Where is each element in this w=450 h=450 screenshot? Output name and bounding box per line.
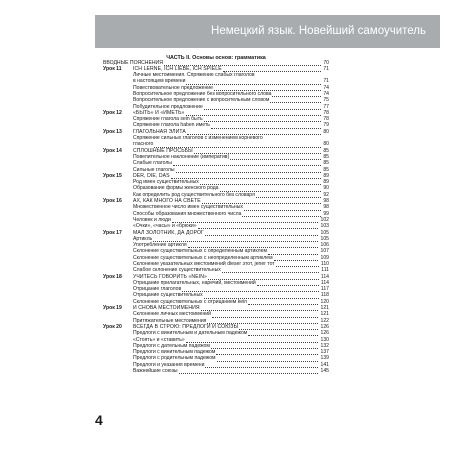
- dot-leader: [179, 373, 318, 374]
- entry-title: Спряжение глагола sein быть: [133, 116, 203, 123]
- entry-page-number: 110: [320, 261, 329, 267]
- entry-page-number: 74: [323, 90, 329, 97]
- entry-page-number: 80: [323, 128, 329, 135]
- entry-page-number: 111: [321, 267, 329, 274]
- page-header: [95, 15, 440, 48]
- part-title: ЧАСТЬ II. Основы основ: грамматика: [166, 55, 266, 61]
- entry-page-number: 89: [323, 172, 329, 179]
- entry-title: Вопросительное предложение с вопросительным словом: [133, 97, 270, 104]
- entry-title: Предлоги с винительным и дательным падежом: [133, 330, 248, 337]
- book-title: Немецкий язык. Новейший самоучитель: [211, 25, 426, 37]
- entry-page-number: 141: [320, 361, 329, 368]
- entry-page-number: 78: [323, 116, 329, 123]
- entry-title: Важнейшие союзы: [133, 368, 178, 375]
- entry-page-number: 89: [323, 179, 329, 186]
- lesson-number: Урок 12: [103, 109, 122, 116]
- lesson-number: Урок 17: [103, 229, 122, 236]
- entry-page-number: 126: [320, 330, 329, 337]
- entry-title: Спряжение глагола haben иметь: [133, 122, 210, 129]
- entry-title: «Очки», «часы» и «брюки»: [133, 223, 197, 230]
- toc-entry-row: [103, 368, 329, 374]
- entry-page-number: 74: [323, 84, 329, 91]
- entry-title: Артикль: [133, 235, 153, 242]
- entry-page-number: 98: [323, 204, 329, 211]
- entry-page-number: 75: [323, 97, 329, 104]
- entry-title: Склонение указательных местоимений dieser этот, jener тот: [133, 261, 275, 267]
- entry-title: «Стоять» и «ставить»: [133, 336, 185, 343]
- entry-title: Предлоги с винительным падежом: [133, 349, 216, 356]
- entry-page-number: 109: [320, 254, 329, 261]
- entry-title: СПЛОШНЫЕ ПРОСЬБЫ: [133, 147, 193, 154]
- entry-title: Слабые глаголы: [133, 160, 172, 167]
- entry-title: Употребление артикля: [133, 242, 187, 249]
- entry-page-number: 139: [320, 355, 329, 362]
- entry-page-number: 126: [320, 323, 329, 330]
- entry-title: МАЛ ЗОЛОТНИК, ДА ДОРОГ: [133, 229, 204, 236]
- entry-page-number: 70: [323, 59, 329, 66]
- entry-title: Отрицание глаголов: [133, 286, 182, 293]
- entry-title: «БЫТЬ» И «ИМЕТЬ»: [133, 109, 185, 116]
- entry-page-number: 121: [320, 305, 329, 312]
- entry-page-number: 80: [323, 141, 329, 148]
- entry-title: УЧИТЕСЬ ГОВОРИТЬ «NEIN»: [133, 273, 207, 280]
- entry-page-number: 102: [320, 216, 329, 223]
- entry-title: ICH LERNE, ICH LIEBE, ICH SPIELE: [133, 65, 222, 72]
- entry-page-number: 132: [320, 342, 329, 349]
- entry-title: Склонение существительных с определенным артиклем: [133, 248, 267, 255]
- entry-title: Человек и люди: [133, 216, 171, 223]
- entry-title: Способы образования множественного числа: [133, 210, 242, 217]
- entry-title: ВСЕГДА В СТРОЮ: ПРЕДЛОГИ И СОЮЗЫ: [133, 323, 239, 330]
- entry-title: в настоящем времени: [133, 78, 186, 85]
- lesson-number: Урок 11: [103, 65, 122, 72]
- entry-title: DER, DIE, DAS: [133, 172, 170, 179]
- lesson-number: Урок 15: [103, 172, 122, 179]
- entry-title: Склонение существительных с отрицанием kein: [133, 298, 248, 305]
- entry-page-number: 106: [320, 242, 329, 249]
- entry-page-number: 90: [323, 185, 329, 192]
- entry-page-number: 77: [323, 103, 329, 110]
- entry-title: Вопросительное предложение без вопросительного слова: [133, 90, 272, 97]
- lesson-number: Урок 19: [103, 305, 122, 312]
- entry-page-number: 85: [323, 160, 329, 167]
- entry-page-number: 107: [320, 248, 329, 255]
- entry-title: Сильные глаголы: [133, 166, 175, 173]
- entry-page-number: 79: [323, 122, 329, 129]
- lesson-number: Урок 20: [103, 323, 122, 330]
- entry-title: Отрицание существительных: [133, 292, 203, 299]
- entry-title: Побудительное предложение: [133, 103, 203, 110]
- entry-page-number: 145: [320, 368, 329, 375]
- entry-page-number: 103: [320, 223, 329, 230]
- entry-page-number: 120: [320, 298, 329, 305]
- entry-title: Повелительное наклонение (императив): [133, 153, 230, 160]
- entry-title: АХ, КАК МНОГО НА СВЕТЕ: [133, 198, 201, 205]
- entry-page-number: 137: [320, 349, 329, 356]
- entry-title: Как определить род существительного без словаря: [133, 191, 255, 198]
- entry-title: И СНОВА МЕСТОИМЕНИЯ: [133, 305, 200, 312]
- page-number: 4: [95, 412, 103, 428]
- entry-title: Склонение существительных с неопределенным артиклем: [133, 254, 273, 261]
- entry-page-number: 117: [320, 286, 329, 293]
- lesson-number: Урок 18: [103, 273, 122, 280]
- entry-page-number: 121: [320, 311, 329, 318]
- entry-page-number: 130: [320, 336, 329, 343]
- entry-title: Отрицание прилагательных, наречий, местоимений: [133, 279, 256, 286]
- entry-page-number: 71: [323, 78, 329, 85]
- entry-title: Множественное число имен существительных: [133, 204, 243, 211]
- entry-page-number: 78: [323, 109, 329, 116]
- entry-title: Род имен существительных: [133, 179, 199, 186]
- entry-title: Предлоги и указания времени: [133, 361, 205, 368]
- lesson-number: Урок 16: [103, 198, 122, 205]
- table-of-contents: [103, 60, 329, 375]
- entry-page-number: 114: [320, 273, 329, 280]
- entry-page-number: 118: [320, 292, 329, 299]
- entry-title: гласного: [133, 141, 154, 148]
- entry-page-number: 105: [320, 235, 329, 242]
- entry-title: Предлоги с дательным падежом: [133, 342, 210, 349]
- entry-page-number: 85: [323, 166, 329, 173]
- entry-page-number: 85: [323, 147, 329, 154]
- entry-page-number: 71: [323, 65, 329, 72]
- entry-page-number: 92: [323, 191, 329, 198]
- entry-title: Образование формы женского рода: [133, 185, 219, 192]
- entry-page-number: 85: [323, 153, 329, 160]
- entry-title: Слабое склонение существительных: [133, 267, 221, 274]
- entry-title: Личные местоимения. Спряжение слабых глаголов: [133, 72, 255, 79]
- entry-title: Склонение личных местоимений: [133, 311, 211, 318]
- entry-title: Притяжательные местоимения: [133, 317, 207, 324]
- lesson-number: Урок 14: [103, 147, 122, 154]
- entry-title: Спряжение сильных глаголов с изменением корневого: [133, 135, 263, 142]
- lesson-number: Урок 13: [103, 128, 122, 135]
- entry-page-number: 99: [323, 210, 329, 217]
- entry-title: Предлоги с родительным падежом: [133, 355, 216, 362]
- entry-title: Повествовательное предложение: [133, 84, 213, 91]
- entry-title: ВВОДНЫЕ ПОЯСНЕНИЯ: [103, 59, 163, 66]
- entry-page-number: 114: [320, 279, 329, 286]
- entry-title: ГЛАГОЛЬНАЯ ЭЛИТА: [133, 128, 186, 135]
- entry-page-number: 105: [320, 229, 329, 236]
- entry-page-number: 122: [320, 317, 329, 324]
- entry-page-number: 98: [323, 198, 329, 205]
